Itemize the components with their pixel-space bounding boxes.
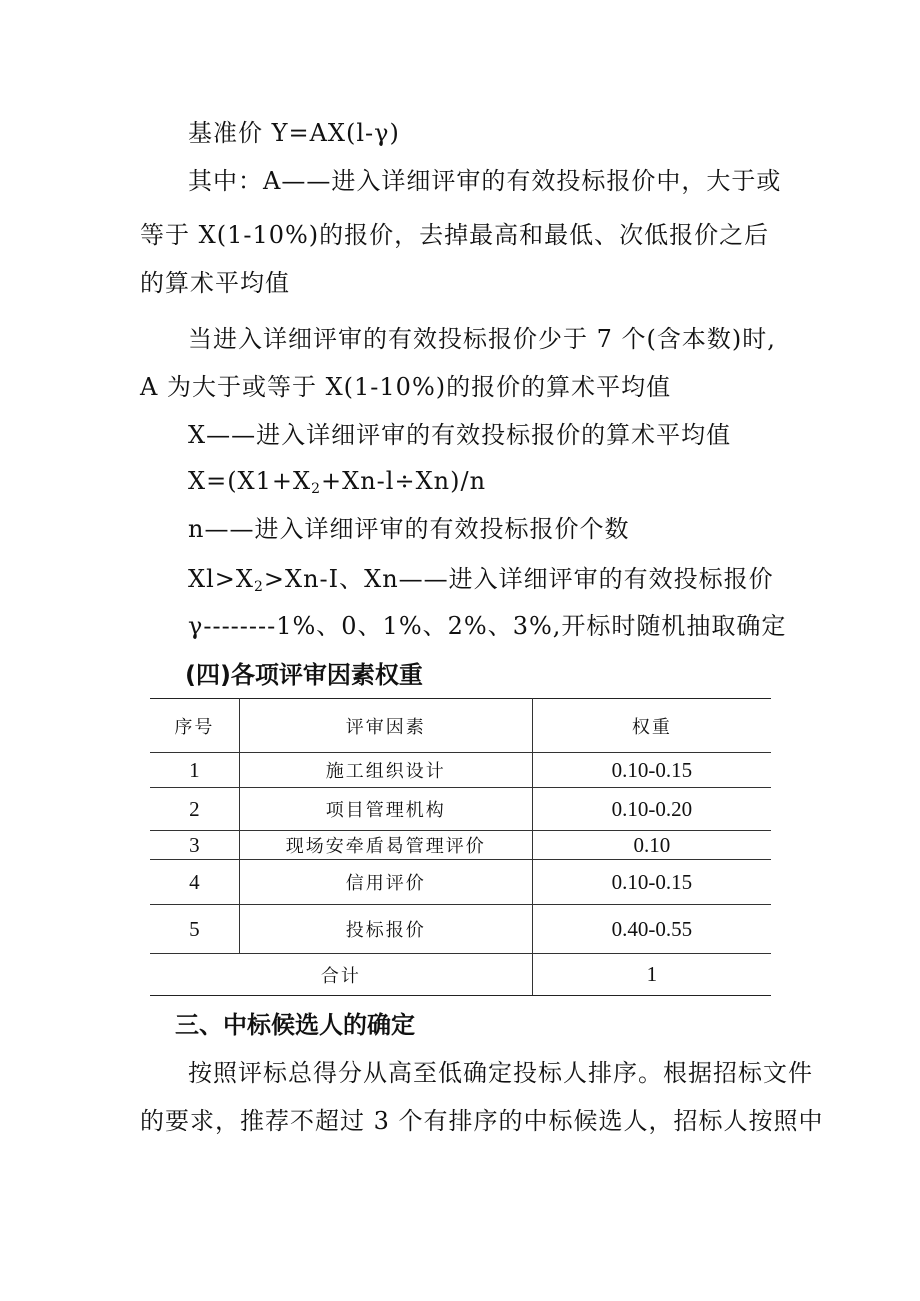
table-row <box>150 860 771 905</box>
table-total-row <box>150 954 771 996</box>
section-4-heading: (四)各项评审因素权重 <box>185 661 423 689</box>
table-row <box>150 905 771 954</box>
fewer-bids-rule-continued: A 为大于或等于 X(1-10%)的报价的算术平均值 <box>140 373 672 401</box>
closing-paragraph-line1: 按照评标总得分从高至低确定投标人排序。根据招标文件 <box>188 1059 813 1087</box>
definition-a-end: 的算术平均值 <box>140 269 290 297</box>
row-weight: 0.10-0.15 <box>532 860 771 905</box>
base-price-label: 基准价 <box>188 119 272 147</box>
row-weight: 0.10-0.15 <box>532 753 771 788</box>
header-no: 序号 <box>150 699 239 753</box>
x-formula-part1: X=(X1+X <box>188 467 312 495</box>
table-row <box>150 831 771 860</box>
row-factor: 信用评价 <box>239 860 532 905</box>
row-weight: 0.10-0.20 <box>532 788 771 831</box>
definition-a-continued: 等于 X(1-10%)的报价，去掉最高和最低、次低报价之后 <box>140 221 770 249</box>
x-formula-subscript: 2 <box>311 481 322 497</box>
row-weight: 0.10 <box>532 831 771 860</box>
base-price-expression: Y=AX(l-γ) <box>271 119 400 147</box>
row-no: 3 <box>150 831 239 860</box>
row-no: 2 <box>150 788 239 831</box>
table-row <box>150 788 771 831</box>
x-formula-part2: +Xn-l÷Xn)/n <box>321 467 487 495</box>
total-label: 合计 <box>150 954 532 996</box>
header-factor: 评审因素 <box>239 699 532 753</box>
header-weight: 权重 <box>532 699 771 753</box>
row-no: 4 <box>150 860 239 905</box>
row-factor: 现场安牵盾曷管理评价 <box>239 831 532 860</box>
fewer-bids-rule: 当进入详细评审的有效投标报价少于 7 个(含本数)时, <box>188 325 776 353</box>
row-factor: 项目管理机构 <box>239 788 532 831</box>
definition-x: X——进入详细评审的有效投标报价的算术平均值 <box>188 421 732 449</box>
weights-table <box>150 698 771 996</box>
row-no: 1 <box>150 753 239 788</box>
row-factor: 施工组织设计 <box>239 753 532 788</box>
row-weight: 0.40-0.55 <box>532 905 771 954</box>
definition-n: n——进入详细评审的有效投标报价个数 <box>188 515 630 543</box>
closing-paragraph-line2: 的要求，推荐不超过 3 个有排序的中标候选人，招标人按照中 <box>140 1107 824 1135</box>
row-no: 5 <box>150 905 239 954</box>
definition-a: 其中：A——进入详细评审的有效投标报价中，大于或 <box>188 167 782 195</box>
bid-ordering-part2: >Xn-I、Xn——进入详细评审的有效投标报价 <box>263 565 774 593</box>
x-formula <box>188 466 486 496</box>
base-price-formula <box>188 118 400 148</box>
table-row <box>150 753 771 788</box>
table-header-row <box>150 699 771 753</box>
total-value: 1 <box>532 954 771 996</box>
row-factor: 投标报价 <box>239 905 532 954</box>
bid-ordering-part1: Xl>X <box>188 565 254 593</box>
definition-gamma: γ--------1%、0、1%、2%、3%,开标时随机抽取确定 <box>188 612 787 640</box>
bid-ordering <box>188 564 774 594</box>
section-3-heading: 三、中标候选人的确定 <box>175 1011 415 1039</box>
bid-ordering-subscript: 2 <box>253 579 264 595</box>
